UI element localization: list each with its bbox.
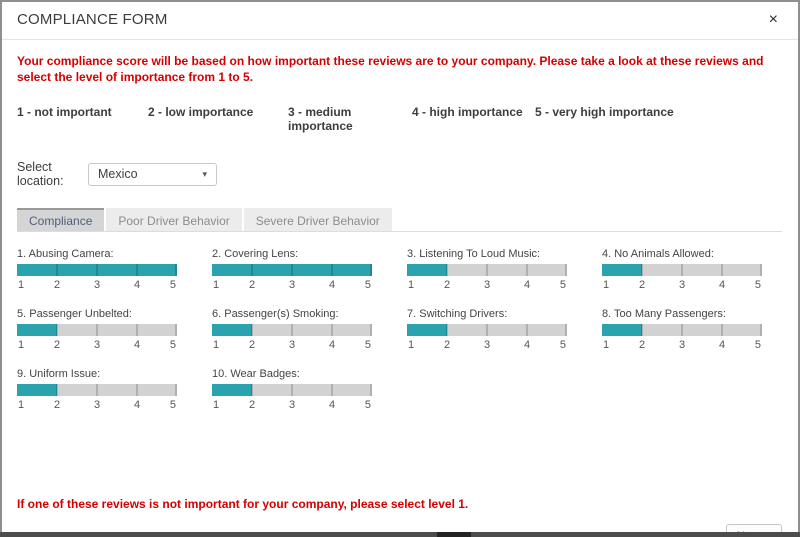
slider-scale-number: 1 [408,279,415,292]
slider-group [602,248,762,293]
slider-scale-number: 2 [638,279,646,292]
slider-track[interactable] [212,324,372,336]
slider-label: 4. No Animals Allowed: [602,248,714,261]
slider-label: 6. Passenger(s) Smoking: [212,308,339,321]
dialog-header [0,0,800,40]
slider-tick [291,264,293,276]
slider-scale-number: 2 [53,279,61,292]
slider-scale-number: 4 [718,279,726,292]
tab-compliance[interactable]: Compliance [17,208,104,231]
scale-label-5: 5 - very high importance [535,105,674,120]
slider-tick [251,264,253,276]
slider-track[interactable] [212,264,372,276]
slider-scale-number: 1 [603,339,610,352]
slider-label: 8. Too Many Passengers: [602,308,726,321]
footer-note: If one of these reviews is not important for your company, please select level 1. [17,497,469,512]
slider-scale [212,339,372,353]
slider-group [212,368,372,413]
scale-label-4: 4 - high importance [412,105,523,120]
scale-label-1: 1 - not important [17,105,112,120]
slider-scale-number: 2 [53,339,61,352]
slider-tick [641,324,643,336]
slider-scale [17,339,177,353]
slider-scale-number: 2 [248,279,256,292]
slider-track[interactable] [17,324,177,336]
slider-scale-number: 5 [169,339,176,352]
tab-strip-divider [17,231,782,232]
intro-text: Your compliance score will be based on how important these reviews are to your company. Please take a look at these reviews and select the level of importance from 1 to 5. [17,54,764,84]
slider-scale-number: 4 [523,279,531,292]
slider-scale [407,279,567,293]
slider-tick [96,384,98,396]
slider-tick [251,384,253,396]
slider-fill [212,384,252,396]
slider-scale-number: 1 [213,339,220,352]
slider-scale-number: 5 [364,279,371,292]
slider-tick [175,324,177,336]
slider-scale-number: 3 [483,279,491,292]
slider-fill [212,324,252,336]
slider-tick [175,384,177,396]
slider-scale-number: 5 [559,339,566,352]
slider-label: 7. Switching Drivers: [407,308,508,321]
slider-group [17,308,177,353]
slider-tick [251,324,253,336]
chevron-down-icon: ▾ [202,168,207,179]
slider-scale-number: 3 [678,279,686,292]
location-label: Select location: [17,160,64,189]
slider-tick [721,264,723,276]
slider-scale-number: 1 [213,399,220,412]
slider-scale-number: 5 [169,399,176,412]
slider-scale-number: 3 [93,339,101,352]
slider-tick [331,384,333,396]
tab-poor-driver-behavior[interactable]: Poor Driver Behavior [106,208,241,231]
slider-fill [407,324,447,336]
slider-group [212,248,372,293]
slider-label: 2. Covering Lens: [212,248,299,261]
slider-track[interactable] [602,324,762,336]
slider-scale-number: 3 [288,339,296,352]
bottom-edge [0,532,800,537]
slider-scale-number: 3 [93,279,101,292]
slider-scale-number: 5 [559,279,566,292]
slider-tick [370,264,372,276]
slider-scale-number: 4 [523,339,531,352]
location-selected-value: Mexico [98,167,138,182]
slider-group [17,368,177,413]
slider-group [212,308,372,353]
slider-scale-number: 3 [288,399,296,412]
slider-tick [681,264,683,276]
slider-tick [486,324,488,336]
slider-scale-number: 2 [443,279,451,292]
slider-track[interactable] [407,324,567,336]
slider-scale-number: 3 [93,399,101,412]
slider-tick [331,324,333,336]
slider-fill [407,264,447,276]
slider-tick [565,264,567,276]
tab-strip [17,208,782,232]
slider-scale [17,279,177,293]
slider-scale-number: 3 [288,279,296,292]
bottom-edge-dark-segment [437,532,471,537]
slider-tick [56,384,58,396]
slider-group [602,308,762,353]
tab-severe-driver-behavior[interactable]: Severe Driver Behavior [244,208,392,231]
slider-scale-number: 4 [328,279,336,292]
slider-tick [565,324,567,336]
slider-track[interactable] [17,384,177,396]
slider-scale-number: 2 [443,339,451,352]
scale-label-3: 3 - medium importance [288,105,353,134]
slider-tick [56,264,58,276]
slider-scale-number: 5 [754,279,761,292]
slider-tick [446,324,448,336]
slider-scale-number: 4 [718,339,726,352]
slider-scale [602,279,762,293]
slider-track[interactable] [407,264,567,276]
slider-fill [602,324,642,336]
slider-tick [96,264,98,276]
slider-tick [526,324,528,336]
slider-fill [602,264,642,276]
slider-tick [291,384,293,396]
slider-group [407,248,567,293]
slider-scale-number: 5 [364,339,371,352]
slider-tick [370,324,372,336]
dialog-content [0,54,800,537]
location-select[interactable] [88,163,217,186]
slider-tick [486,264,488,276]
slider-label: 10. Wear Badges: [212,368,300,381]
slider-scale-number: 1 [603,279,610,292]
slider-scale-number: 1 [18,339,25,352]
slider-scale-number: 5 [754,339,761,352]
slider-scale-number: 2 [638,339,646,352]
scale-label-2: 2 - low importance [148,105,254,120]
slider-scale-number: 3 [678,339,686,352]
slider-track[interactable] [17,264,177,276]
slider-scale [407,339,567,353]
slider-scale-number: 4 [133,399,141,412]
dialog-title: COMPLIANCE FORM [17,11,168,28]
slider-fill [17,384,57,396]
slider-tick [721,324,723,336]
slider-group [17,248,177,293]
slider-track[interactable] [602,264,762,276]
slider-scale-number: 4 [133,279,141,292]
slider-fill [17,324,57,336]
slider-scale-number: 4 [328,399,336,412]
slider-tick [641,264,643,276]
slider-scale-number: 5 [169,279,176,292]
slider-scale-number: 1 [18,279,25,292]
close-icon[interactable]: × [768,10,778,28]
slider-tick [760,324,762,336]
slider-tick [136,384,138,396]
slider-label: 9. Uniform Issue: [17,368,101,381]
slider-tick [96,324,98,336]
slider-scale [602,339,762,353]
slider-tick [526,264,528,276]
slider-scale-number: 2 [248,339,256,352]
slider-scale-number: 5 [364,399,371,412]
slider-label: 3. Listening To Loud Music: [407,248,541,261]
importance-scale-legend [17,105,782,133]
slider-tick [175,264,177,276]
slider-scale-number: 4 [133,339,141,352]
slider-scale-number: 1 [213,279,220,292]
slider-label: 1. Abusing Camera: [17,248,114,261]
slider-scale-number: 3 [483,339,491,352]
slider-group [407,308,567,353]
slider-tick [681,324,683,336]
slider-tick [136,264,138,276]
slider-scale [212,279,372,293]
slider-scale [212,399,372,413]
slider-label: 5. Passenger Unbelted: [17,308,132,321]
slider-scale-number: 4 [328,339,336,352]
slider-tick [136,324,138,336]
slider-tick [446,264,448,276]
slider-scale-number: 1 [408,339,415,352]
sliders-grid [17,248,782,413]
slider-scale-number: 2 [53,399,61,412]
slider-tick [291,324,293,336]
slider-scale [17,399,177,413]
slider-scale-number: 2 [248,399,256,412]
slider-tick [56,324,58,336]
slider-tick [370,384,372,396]
slider-track[interactable] [212,384,372,396]
slider-tick [760,264,762,276]
location-row [17,160,782,188]
slider-scale-number: 1 [18,399,25,412]
slider-tick [331,264,333,276]
